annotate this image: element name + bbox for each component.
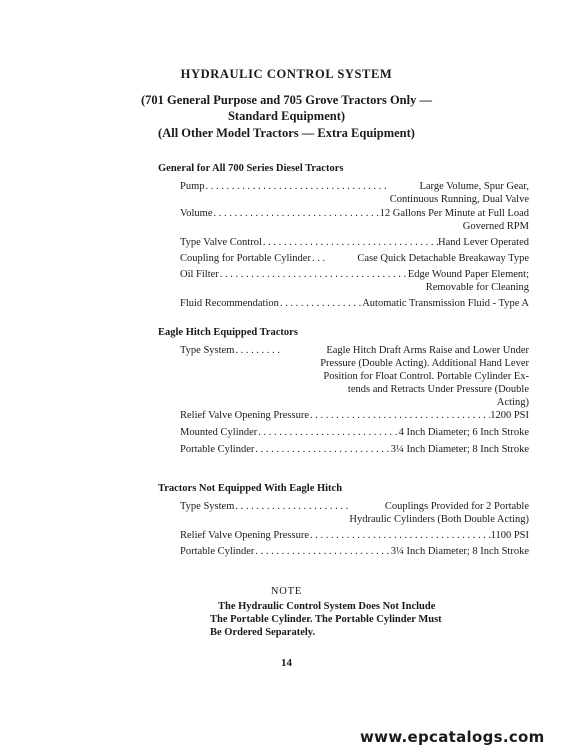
spec-label: Volume bbox=[180, 208, 213, 219]
spec-value bbox=[438, 236, 529, 249]
spec-label: Portable Cylinder bbox=[180, 546, 255, 557]
spec-value-line: Position for Float Control. Portable Cylinder Ex- bbox=[323, 371, 529, 382]
spec-value bbox=[380, 207, 529, 233]
spec-value-line: 3¼ Inch Diameter; 8 Inch Stroke bbox=[390, 546, 529, 557]
leader-dots bbox=[257, 426, 398, 439]
spec-label: Portable Cylinder bbox=[180, 444, 255, 455]
spec-value-line: Governed RPM bbox=[462, 221, 529, 232]
note-line: Be Ordered Separately. bbox=[210, 627, 316, 638]
subtitle-line-3: (All Other Model Tractors — Extra Equipment) bbox=[158, 126, 415, 140]
page-title: HYDRAULIC CONTROL SYSTEM bbox=[180, 67, 393, 81]
note-heading: NOTE bbox=[270, 586, 303, 597]
spec-row-fluid bbox=[180, 297, 529, 310]
spec-value-line: Hand Lever Operated bbox=[438, 237, 529, 248]
spec-label: Fluid Recommendation bbox=[180, 298, 279, 309]
spec-value-line: Couplings Provided for 2 Portable bbox=[384, 501, 529, 512]
note-line: The Hydraulic Control System Does Not Include bbox=[218, 601, 436, 612]
spec-value-line: Eagle Hitch Draft Arms Raise and Lower Under bbox=[326, 345, 529, 356]
subtitle-line-2: Standard Equipment) bbox=[227, 109, 346, 123]
note-line: The Portable Cylinder. The Portable Cylinder Must bbox=[210, 614, 442, 625]
spec-row-type-system bbox=[180, 344, 529, 409]
spec-value bbox=[391, 443, 529, 456]
section-heading-eagle-hitch: Eagle Hitch Equipped Tractors bbox=[158, 327, 298, 338]
spec-value bbox=[390, 180, 529, 206]
spec-value bbox=[327, 252, 529, 265]
watermark: www.epcatalogs.com bbox=[360, 728, 545, 746]
spec-row-coupling bbox=[180, 252, 529, 265]
leader-dots bbox=[254, 545, 390, 558]
subtitle-line-1: (701 General Purpose and 705 Grove Tractors Only — bbox=[141, 93, 432, 107]
section-heading-general: General for All 700 Series Diesel Tractors bbox=[158, 163, 344, 174]
page-number: 14 bbox=[281, 657, 292, 669]
spec-value-line: tends and Retracts Under Pressure (Double bbox=[347, 384, 529, 395]
spec-row-oil-filter bbox=[180, 268, 529, 294]
leader-dots bbox=[234, 344, 281, 357]
spec-row-type-system bbox=[180, 500, 529, 526]
spec-value-line: Acting) bbox=[496, 397, 529, 408]
spec-value-line: 3¼ Inch Diameter; 8 Inch Stroke bbox=[390, 444, 529, 455]
spec-label: Relief Valve Opening Pressure bbox=[180, 410, 309, 421]
spec-row-relief-valve bbox=[180, 529, 529, 542]
leader-dots bbox=[234, 500, 349, 513]
spec-row-relief-valve bbox=[180, 409, 529, 422]
spec-row-mounted-cylinder bbox=[180, 426, 529, 439]
spec-value bbox=[490, 409, 529, 422]
spec-row-portable-cylinder bbox=[180, 545, 529, 558]
leader-dots bbox=[309, 529, 491, 542]
spec-value bbox=[349, 500, 529, 526]
leader-dots bbox=[262, 236, 438, 249]
spec-value-line: Continuous Running, Dual Valve bbox=[389, 194, 529, 205]
spec-row-pump bbox=[180, 180, 529, 206]
leader-dots bbox=[279, 297, 362, 310]
spec-value bbox=[408, 268, 529, 294]
spec-label: Relief Valve Opening Pressure bbox=[180, 530, 309, 541]
leader-dots bbox=[219, 268, 408, 281]
leader-dots bbox=[212, 207, 379, 220]
spec-row-valve-control bbox=[180, 236, 529, 249]
leader-dots bbox=[205, 180, 390, 193]
spec-value bbox=[491, 529, 529, 542]
spec-value-line: Automatic Transmission Fluid - Type A bbox=[362, 298, 529, 309]
spec-row-volume bbox=[180, 207, 529, 233]
spec-value-line: 12 Gallons Per Minute at Full Load bbox=[379, 208, 529, 219]
leader-dots bbox=[309, 409, 490, 422]
spec-value-line: Edge Wound Paper Element; bbox=[407, 269, 529, 280]
spec-value bbox=[391, 545, 529, 558]
spec-value bbox=[362, 297, 529, 310]
spec-value-line: Hydraulic Cylinders (Both Double Acting) bbox=[349, 514, 529, 525]
spec-label: Pump bbox=[180, 181, 205, 192]
leader-dots bbox=[311, 252, 327, 265]
spec-value-line: Pressure (Double Acting). Additional Hand Lever bbox=[320, 358, 529, 369]
spec-value-line: Removable for Cleaning bbox=[425, 282, 529, 293]
spec-value-line: 4 Inch Diameter; 6 Inch Stroke bbox=[398, 427, 529, 438]
section-heading-no-eagle-hitch: Tractors Not Equipped With Eagle Hitch bbox=[158, 483, 343, 494]
spec-label: Oil Filter bbox=[180, 269, 219, 280]
spec-label: Type System bbox=[180, 345, 235, 356]
leader-dots bbox=[254, 443, 390, 456]
spec-label: Type Valve Control bbox=[180, 237, 262, 248]
spec-label: Mounted Cylinder bbox=[180, 427, 258, 438]
spec-value-line: 1100 PSI bbox=[490, 530, 529, 541]
spec-label: Type System bbox=[180, 501, 235, 512]
spec-value bbox=[399, 426, 529, 439]
spec-row-portable-cylinder bbox=[180, 443, 529, 456]
spec-value-line: Large Volume, Spur Gear, bbox=[419, 181, 529, 192]
spec-value bbox=[281, 344, 529, 409]
spec-value-line: Case Quick Detachable Breakaway Type bbox=[357, 253, 529, 264]
spec-value-line: 1200 PSI bbox=[490, 410, 529, 421]
spec-label: Coupling for Portable Cylinder bbox=[180, 253, 311, 264]
